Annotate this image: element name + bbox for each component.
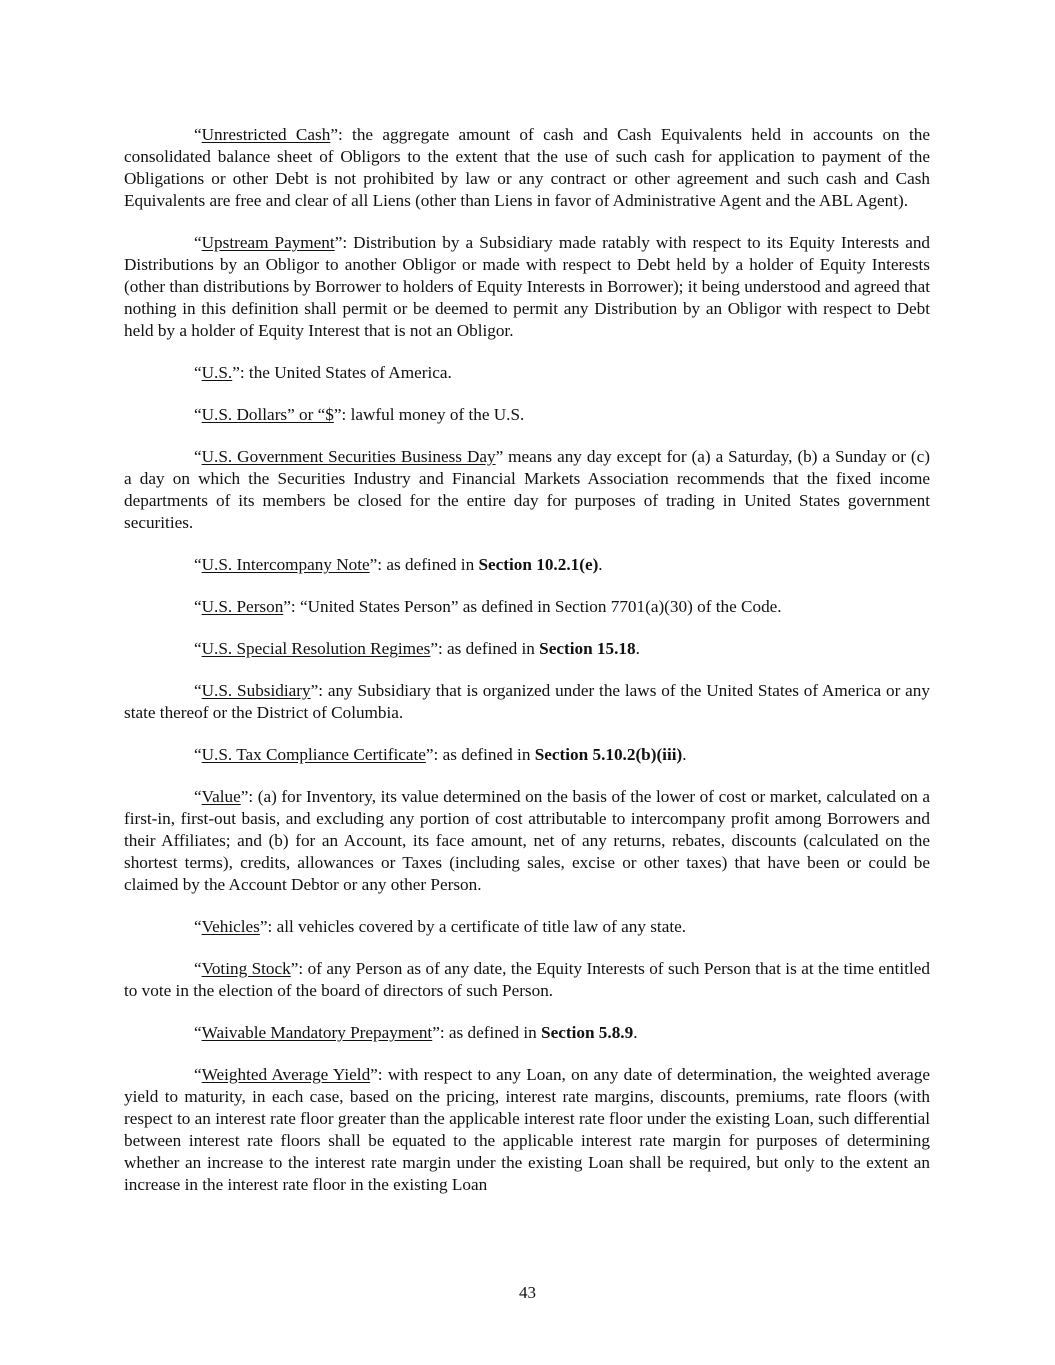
definition-us-special-resolution-regimes: “U.S. Special Resolution Regimes”: as defined in Section 15.18. [194, 639, 640, 658]
definition-waivable-mandatory-prepayment: “Waivable Mandatory Prepayment”: as defined in Section 5.8.9. [194, 1023, 638, 1042]
definition-text: ”: of any Person as of any date, the Equity Interests of such Person that is at the time entitled to vote in the election of the board of directors of such Person. [124, 959, 930, 1000]
defined-term: U.S. Dollars” or “$ [201, 405, 334, 424]
defined-term: Upstream Payment [201, 233, 335, 252]
definition-text: ”: lawful money of the U.S. [333, 405, 525, 424]
definition-text: ”: (a) for Inventory, its value determined on the basis of the lower of cost or market, calculated on a first-in, first-out basis, and excluding any portion of cost attributable to intercompany profit among Borrowers and their Affiliates; and (b) for an Account, its face amount, net of any returns, rebates, discounts (calculated on the shortest terms), credits, allowances or Taxes (including sales, excise or other taxes) that have been or could be claimed by the Account Debtor or any other Person. [124, 787, 930, 894]
defined-term: Waivable Mandatory Prepayment [201, 1023, 433, 1042]
defined-term: Value [201, 787, 241, 806]
definition-text: ”: as defined in [425, 745, 535, 764]
section-reference: Section 10.2.1(e) [478, 555, 599, 574]
definition-us-government-securities-business-day: “U.S. Government Securities Business Day” means any day except for (a) a Saturday, (b) a Sunday or (c) a day on which the Securities Industry and Financial Markets Association recommends that the fixed income departments of its members be closed for the entire day for purposes of trading in United States government securities. [124, 447, 930, 532]
definition-us-person: “U.S. Person”: “United States Person” as defined in Section 7701(a)(30) of the Code. [194, 597, 782, 616]
defined-term: Unrestricted Cash [201, 125, 331, 144]
definition-text: ”: as defined in [432, 1023, 542, 1042]
definition-vehicles: “Vehicles”: all vehicles covered by a certificate of title law of any state. [194, 917, 687, 936]
section-reference: Section 5.10.2(b)(iii) [534, 745, 683, 764]
definition-text: ”: as defined in [369, 555, 479, 574]
section-reference: Section 15.18 [539, 639, 636, 658]
definition-us-intercompany-note: “U.S. Intercompany Note”: as defined in Section 10.2.1(e). [194, 555, 603, 574]
definition-tail: . [635, 639, 640, 658]
definition-us-tax-compliance-certificate: “U.S. Tax Compliance Certificate”: as defined in Section 5.10.2(b)(iii). [194, 745, 687, 764]
defined-term: U.S. Tax Compliance Certificate [201, 745, 426, 764]
defined-term: U.S. Person [201, 597, 284, 616]
definition-text: ”: as defined in [430, 639, 540, 658]
definition-tail: . [633, 1023, 638, 1042]
definition-voting-stock: “Voting Stock”: of any Person as of any date, the Equity Interests of such Person that is at the time entitled to vote in the election of the board of directors of such Person. [124, 959, 930, 1000]
definition-us-subsidiary: “U.S. Subsidiary”: any Subsidiary that is organized under the laws of the United States of America or any state thereof or the District of Columbia. [124, 681, 930, 722]
definition-text: ”: the aggregate amount of cash and Cash Equivalents held in accounts on the consolidated balance sheet of Obligors to the extent that the use of such cash for application to payment of the Obligations or other Debt is not prohibited by law or any contract or other agreement and such cash and Cash Equivalents are free and clear of all Liens (other than Liens in favor of Administrative Agent and the ABL Agent). [124, 125, 930, 210]
definition-text: ”: with respect to any Loan, on any date of determination, the weighted average yield to maturity, in each case, based on the pricing, interest rate margins, discounts, premiums, rate floors (with respect to an interest rate floor greater than the applicable interest rate floor under the existing Loan, such differential between interest rate floors shall be equated to the applicable interest rate margin for purposes of determining whether an increase to the interest rate margin under the existing Loan shall be required, but only to the extent an increase in the interest rate floor in the existing Loan [124, 1065, 930, 1194]
defined-term: U.S. Special Resolution Regimes [201, 639, 431, 658]
definition-text: ”: “United States Person” as defined in Section 7701(a)(30) of the Code. [283, 597, 782, 616]
definition-us-dollars: “U.S. Dollars” or “$”: lawful money of the U.S. [194, 405, 525, 424]
definition-text: ”: the United States of America. [232, 363, 452, 382]
defined-term: U.S. [201, 363, 233, 382]
definition-tail: . [682, 745, 687, 764]
definition-text: ”: any Subsidiary that is organized under the laws of the United States of America or any state thereof or the District of Columbia. [124, 681, 930, 722]
definition-unrestricted-cash: “Unrestricted Cash”: the aggregate amount of cash and Cash Equivalents held in accounts on the consolidated balance sheet of Obligors to the extent that the use of such cash for application to payment of the Obligations or other Debt is not prohibited by law or any contract or other agreement and such cash and Cash Equivalents are free and clear of all Liens (other than Liens in favor of Administrative Agent and the ABL Agent). [124, 125, 930, 210]
definitions-body [124, 124, 930, 1216]
definition-upstream-payment: “Upstream Payment”: Distribution by a Subsidiary made ratably with respect to its Equity Interests and Distributions by an Obligor to another Obligor or made with respect to Debt held by a holder of Equity Interests (other than distributions by Borrower to holders of Equity Interests in Borrower); it being understood and agreed that nothing in this definition shall permit or be deemed to permit any Distribution by an Obligor with respect to Debt held by a holder of Equity Interest that is not an Obligor. [124, 233, 931, 340]
defined-term: U.S. Government Securities Business Day [201, 447, 496, 466]
defined-term: Vehicles [201, 917, 260, 936]
defined-term: Voting Stock [201, 959, 291, 978]
definition-weighted-average-yield: “Weighted Average Yield”: with respect to any Loan, on any date of determination, the weighted average yield to maturity, in each case, based on the pricing, interest rate margins, discounts, premiums, rate floors (with respect to an interest rate floor greater than the applicable interest rate floor under the existing Loan, such differential between interest rate floors shall be equated to the applicable interest rate margin for purposes of determining whether an increase to the interest rate margin under the existing Loan shall be required, but only to the extent an increase in the interest rate floor in the existing Loan [124, 1065, 930, 1194]
defined-term: U.S. Intercompany Note [201, 555, 370, 574]
definition-text: ”: all vehicles covered by a certificate of title law of any state. [259, 917, 687, 936]
definition-text: ” means any day except for (a) a Saturday, (b) a Sunday or (c) a day on which the Securities Industry and Financial Markets Association recommends that the fixed income departments of its members be closed for the entire day for purposes of trading in United States government securities. [124, 447, 930, 532]
defined-term: Weighted Average Yield [201, 1065, 371, 1084]
definition-value: “Value”: (a) for Inventory, its value determined on the basis of the lower of cost or market, calculated on a first-in, first-out basis, and excluding any portion of cost attributable to intercompany profit among Borrowers and their Affiliates; and (b) for an Account, its face amount, net of any returns, rebates, discounts (calculated on the shortest terms), credits, allowances or Taxes (including sales, excise or other taxes) that have been or could be claimed by the Account Debtor or any other Person. [124, 787, 930, 894]
defined-term: U.S. Subsidiary [201, 681, 311, 700]
page-number: 43 [519, 1283, 536, 1302]
section-reference: Section 5.8.9 [541, 1023, 634, 1042]
definition-us: “U.S.”: the United States of America. [194, 363, 452, 382]
definition-text: ”: Distribution by a Subsidiary made ratably with respect to its Equity Interests and Distributions by an Obligor to another Obligor or made with respect to Debt held by a holder of Equity Interests (other than distributions by Borrower to holders of Equity Interests in Borrower); it being understood and agreed that nothing in this definition shall permit or be deemed to permit any Distribution by an Obligor with respect to Debt held by a holder of Equity Interest that is not an Obligor. [124, 233, 931, 340]
definition-tail: . [598, 555, 603, 574]
